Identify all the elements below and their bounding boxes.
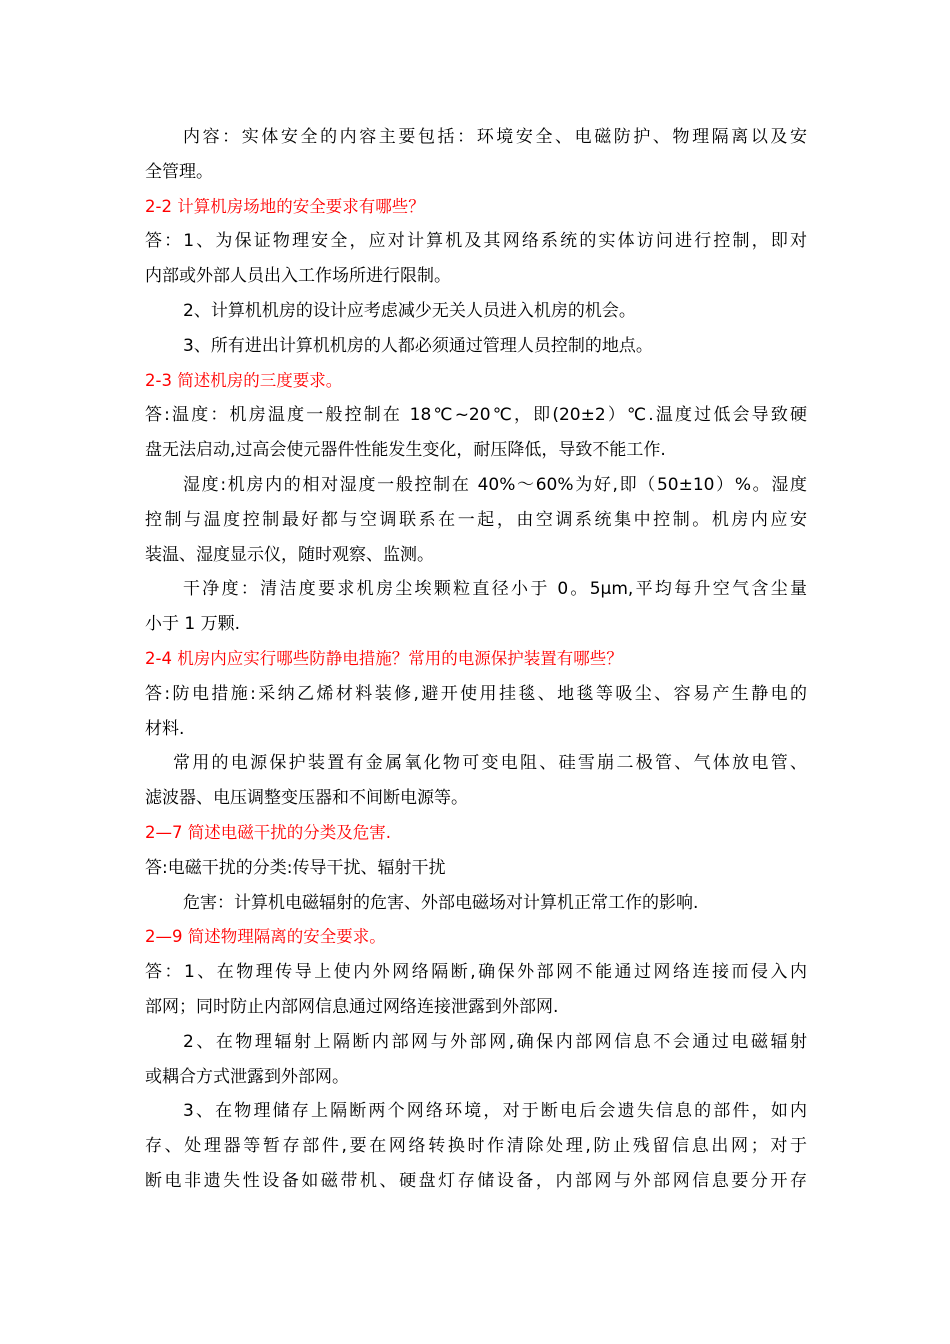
body-text-line: 盘无法启动,过高会使元器件性能发生变化，耐压降低，导致不能工作. xyxy=(145,440,666,461)
body-text-line: 内部或外部人员出入工作场所进行限制。 xyxy=(145,266,451,287)
section-heading: 2-4 机房内应实行哪些防静电措施？常用的电源保护装置有哪些？ xyxy=(145,648,623,668)
body-text-line: 答:电磁干扰的分类:传导干扰、辐射干扰 xyxy=(145,857,446,878)
body-text-line: 2、计算机机房的设计应考虑减少无关人员进入机房的机会。 xyxy=(183,300,636,321)
section-heading: 2—7 简述电磁干扰的分类及危害. xyxy=(145,822,391,842)
body-text-line: 答:防电措施:采纳乙烯材料装修,避开使用挂毯、地毯等吸尘、容易产生静电的 xyxy=(145,683,807,704)
body-text-line: 全管理。 xyxy=(145,161,213,182)
body-text-line: 干净度：清洁度要求机房尘埃颗粒直径小于 0。5μm,平均每升空气含尘量 xyxy=(183,579,807,600)
section-heading: 2-3 简述机房的三度要求。 xyxy=(145,370,343,390)
body-text-line: 断电非遗失性设备如磁带机、硬盘灯存储设备，内部网与外部网信息要分开存 xyxy=(145,1170,807,1191)
body-text-line: 材料. xyxy=(145,718,185,739)
section-heading: 2-2 计算机房场地的安全要求有哪些？ xyxy=(145,196,425,216)
body-text-line: 3、所有进出计算机机房的人都必须通过管理人员控制的地点。 xyxy=(183,335,653,356)
body-text-line: 滤波器、电压调整变压器和不间断电源等。 xyxy=(145,788,468,809)
body-text-line: 答：1、在物理传导上使内外网络隔断,确保外部网不能通过网络连接而侵入内 xyxy=(145,962,807,983)
body-text-line: 常用的电源保护装置有金属氧化物可变电阻、硅雪崩二极管、气体放电管、 xyxy=(173,753,807,774)
document-body xyxy=(145,120,807,1199)
body-text-line: 装温、湿度显示仪，随时观察、监测。 xyxy=(145,544,434,565)
body-text-line: 答:温度：机房温度一般控制在 18℃~20℃，即(20±2）℃.温度过低会导致硬 xyxy=(145,405,807,426)
body-text-line: 存、处理器等暂存部件,要在网络转换时作清除处理,防止残留信息出网；对于 xyxy=(145,1136,807,1157)
body-text-line: 内容：实体安全的内容主要包括：环境安全、电磁防护、物理隔离以及安 xyxy=(183,127,807,147)
body-text-line: 答：1、为保证物理安全，应对计算机及其网络系统的实体访问进行控制，即对 xyxy=(145,231,807,252)
body-text-line: 危害：计算机电磁辐射的危害、外部电磁场对计算机正常工作的影响. xyxy=(183,892,699,913)
body-text-line: 部网；同时防止内部网信息通过网络连接泄露到外部网. xyxy=(145,996,559,1017)
body-text-line: 3、在物理储存上隔断两个网络环境，对于断电后会遗失信息的部件，如内 xyxy=(183,1101,807,1122)
body-text-line: 控制与温度控制最好都与空调联系在一起，由空调系统集中控制。机房内应安 xyxy=(145,509,807,530)
body-text-line: 湿度:机房内的相对湿度一般控制在 40%～60%为好,即（50±10）%。湿度 xyxy=(183,474,807,495)
body-text-line: 2、在物理辐射上隔断内部网与外部网,确保内部网信息不会通过电磁辐射 xyxy=(183,1031,807,1052)
body-text-line: 或耦合方式泄露到外部网。 xyxy=(145,1066,349,1087)
section-heading: 2—9 简述物理隔离的安全要求。 xyxy=(145,927,386,947)
body-text-line: 小于 1 万颗. xyxy=(145,614,241,635)
